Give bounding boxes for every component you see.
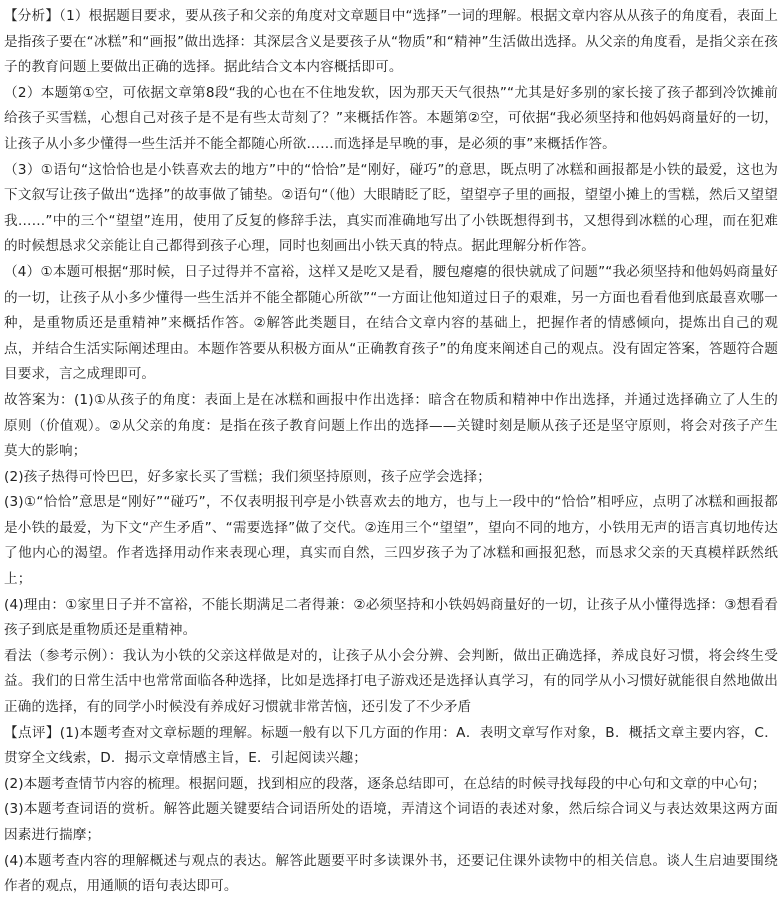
analysis-paragraph-2: （2）本题第①空，可依据文章第8段“我的心也在不住地发软，因为那天天气很热”“尤其是好多别的家长接了孩子都到冷饮摊前给孩子买雪糕，心想自己对孩子是不是有些太苛刻了？”来概括作答。本题第②空，可依据“我必须坚持和他妈妈商量好的一切，让孩子从小多少懂得一些生活并不能全都随心所欲……而选择是早晚的事，是必须的事”来概括作答。 (4, 84, 778, 152)
analysis-paragraph-3: （3）①语句“这恰恰也是小铁喜欢去的地方”中的“恰恰”是“刚好，碰巧”的意思，既点明了冰糕和画报都是小铁的最爱，这也为下文叙写让孩子做出“选择”的故事做了铺垫。②语句“（他）大眼睛眨了眨，望望亭子里的画报，望望小摊上的雪糕，然后又望望我……”中的三个“望望”连用，使用了反复的修辞手法，真实而准确地写出了小铁既想得到书，又想得到冰糕的心理，而在犯难的时候想恳求父亲能让自己都得到孩子心理，同时也刻画出小铁天真的特点。据此理解分析作答。 (4, 161, 778, 255)
analysis-paragraph-4: （4）①本题可根据“那时候，日子过得并不富裕，这样又是吃又是看，腰包瘪瘪的很快就成了问题”“我必须坚持和他妈妈商量好的一切，让孩子从小多少懂得一些生活并不能全都随心所欲”“一方面让他知道过日子的艰难，另一方面也看看他到底最喜欢哪一种，是重物质还是重精神”来概括作答。②解答此类题目，在结合文章内容的基础上，把握作者的情感倾向，提炼出自己的观点，并结合生活实际阐述理由。本题作答要从积极方面从“正确教育孩子”的角度来阐述自己的观点。没有固定答案，答题符合题目要求，言之成理即可。 (4, 263, 778, 383)
answer-paragraph-5: 看法（参考示例）：我认为小铁的父亲这样做是对的，让孩子从小会分辨、会判断，做出正确选择，养成良好习惯，将会终生受益。我们的日常生活中也常常面临各种选择，比如是选择打电子游戏还是选择认真学习，有的同学从小习惯好就能很自然地做出正确的选择，有的同学小时候没有养成好习惯就非常苦恼，还引发了不少矛盾 (4, 647, 778, 716)
comment-paragraph-1: 【点评】(1)本题考查对文章标题的理解。标题一般有以下几方面的作用：A．表明文章写作对象，B．概括文章主要内容，C．贯穿全文线索，D．揭示文章情感主旨，E．引起阅读兴趣； (4, 724, 778, 767)
comment-paragraph-4: (4)本题考查内容的理解概述与观点的表达。解答此题要平时多读课外书，还要记住课外读物中的相关信息。谈人生启迪要围绕作者的观点，用通顺的语句表达即可。 (4, 852, 778, 895)
comment-paragraph-2: (2)本题考查情节内容的梳理。根据问题，找到相应的段落，逐条总结即可，在总结的时候寻找每段的中心句和文章的中心句； (4, 775, 766, 792)
answer-paragraph-4: (4)理由：①家里日子并不富裕，不能长期满足二者得兼：②必须坚持和小铁妈妈商量好的一切，让孩子从小懂得选择：③想看看孩子到底是重物质还是重精神。 (4, 596, 778, 639)
answer-paragraph-2: (2)孩子热得可怜巴巴，好多家长买了雪糕；我们须坚持原则，孩子应学会选择； (4, 468, 491, 485)
answer-paragraph-1: 故答案为：(1)①从孩子的角度：表面上是在冰糕和画报中作出选择：暗含在物质和精神中作出选择，并通过选择确立了人生的原则（价值观）。②从父亲的角度：是指在孩子教育问题上作出的选择——关键时刻是顺从孩子还是坚守原则，将会对孩子产生莫大的影响； (4, 391, 778, 460)
analysis-paragraph-1: 【分析】（1）根据题目要求，要从孩子和父亲的角度对文章题目中“选择”一词的理解。根据文章内容从从孩子的角度看，表面上是指孩子要在“冰糕”和“画报”做出选择：其深层含义是要孩子从“物质”和“精神”生活做出选择。从父亲的角度看，是指父亲在孩子的教育问题上要做出正确的选择。据此结合文本内容概括即可。 (4, 8, 778, 76)
answer-paragraph-3: (3)①“恰恰”意思是“刚好”“碰巧”，不仅表明报刊亭是小铁喜欢去的地方，也与上一段中的“恰恰”相呼应，点明了冰糕和画报都是小铁的最爱，为下文“产生矛盾”、“需要选择”做了交代。②连用三个“望望”，望向不同的地方，小铁用无声的语言真切地传达了他内心的渴望。作者选择用动作来表现心理，真实而自然，三四岁孩子为了冰糕和画报犯愁，而恳求父亲的天真模样跃然纸上； (4, 494, 778, 588)
comment-paragraph-3: (3)本题考查词语的赏析。解答此题关键要结合词语所处的语境，弄清这个词语的表述对象，然后综合词义与表达效果这两方面因素进行揣摩； (4, 801, 778, 843)
